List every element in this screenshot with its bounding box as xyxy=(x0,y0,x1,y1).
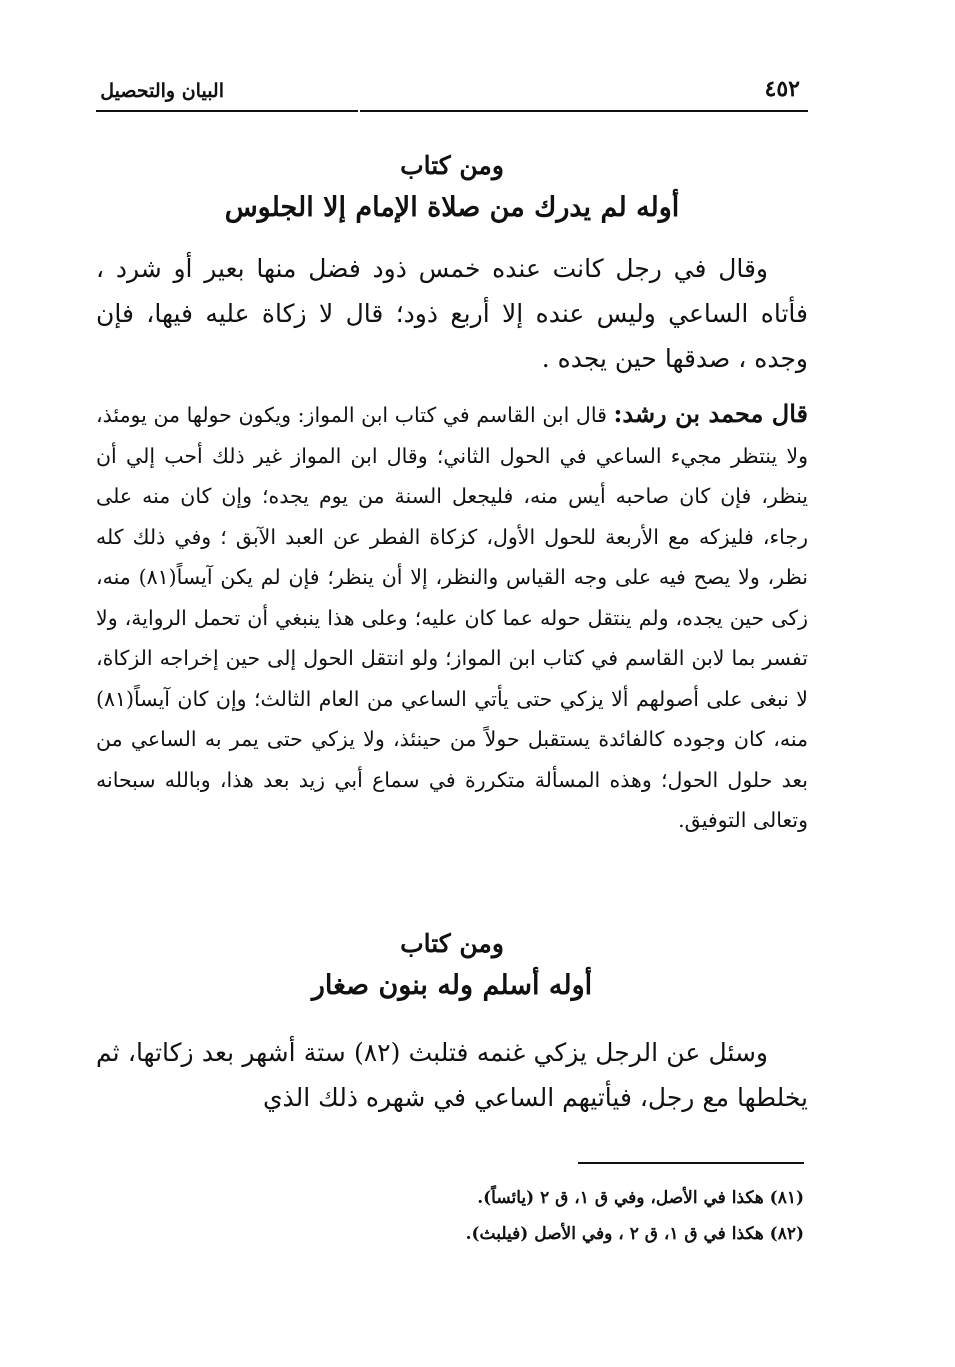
footnote-82: (٨٢) هكذا في ق ١، ق ٢ ، وفي الأصل (فيلبث). xyxy=(465,1224,804,1244)
section-2-chapter-title: أوله أسلم وله بنون صغار xyxy=(311,970,593,1001)
section-1-heading xyxy=(96,146,808,230)
footnotes xyxy=(96,1180,808,1252)
section-1-from-book: ومن كتاب xyxy=(400,151,504,180)
footnote-81: (٨١) هكذا في الأصل، وفي ق ١، ق ٢ (يائساً). xyxy=(477,1188,804,1208)
section-2-from-book: ومن كتاب xyxy=(400,929,504,958)
header-rule-right xyxy=(360,110,808,112)
section-1-question: وقال في رجل كانت عنده خمس ذود فضل منها بعير أو شرد ، فأتاه الساعي وليس عنده إلا أربع ذود؛ قال لا زكاة عليه فيها، فإن وجده ، صدقها حين يجده . xyxy=(96,254,808,373)
section-1-chapter-title: أوله لم يدرك من صلاة الإمام إلا الجلوس xyxy=(224,192,680,223)
section-1-commentary xyxy=(96,394,808,841)
book-title: البيان والتحصيل xyxy=(100,80,224,102)
header-rule-left xyxy=(96,110,358,112)
commentary-speaker: قال محمد بن رشد: xyxy=(613,399,808,428)
section-2-question: وسئل عن الرجل يزكي غنمه فتلبث (٨٢) ستة أشهر بعد زكاتها، ثم يخلطها مع رجل، فيأتيهم الساعي في شهره ذلك الذي xyxy=(96,1038,808,1112)
commentary-body: قال ابن القاسم في كتاب ابن المواز: ويكون حولها من يومئذ، ولا ينتظر مجيء الساعي في الحول الثاني؛ وقال ابن المواز غير ذلك أحب إلي أن ينظر، فإن كان صاحبه أيس منه، فليجعل السنة من يوم يجده؛ وإن كان منه على رجاء، فليزكه مع الأربعة للحول الأول، كزكاة الفطر عن العبد الآبق ؛ وفي ذلك كله نظر، ولا يصح فيه على وجه القياس والنظر، إلا أن ينظر؛ فإن لم يكن آيساً(٨١) منه، زكى حين يجده، ولم ينتقل حوله عما كان عليه؛ وعلى هذا ينبغي أن تحمل الرواية، ولا تفسر بما لابن القاسم في كتاب ابن المواز؛ ولو انتقل الحول إلى حين إخراجه الزكاة، لا نبغى على أصولهم ألا يزكي حتى يأتي الساعي من العام الثالث؛ وإن كان آيساً(٨١) منه، كان وجوده كالفائدة يستقبل حولاً من حينئذ، ولا يزكي حتى يمر به الساعي من بعد حلول الحول؛ وهذه المسألة متكررة في سماع أبي زيد بعد هذا، وبالله سبحانه وتعالى التوفيق. xyxy=(96,403,808,832)
section-2-heading xyxy=(96,924,808,1008)
page-number: ٤٥٢ xyxy=(764,76,800,102)
running-header xyxy=(96,72,808,114)
footnote-rule xyxy=(578,1162,804,1164)
